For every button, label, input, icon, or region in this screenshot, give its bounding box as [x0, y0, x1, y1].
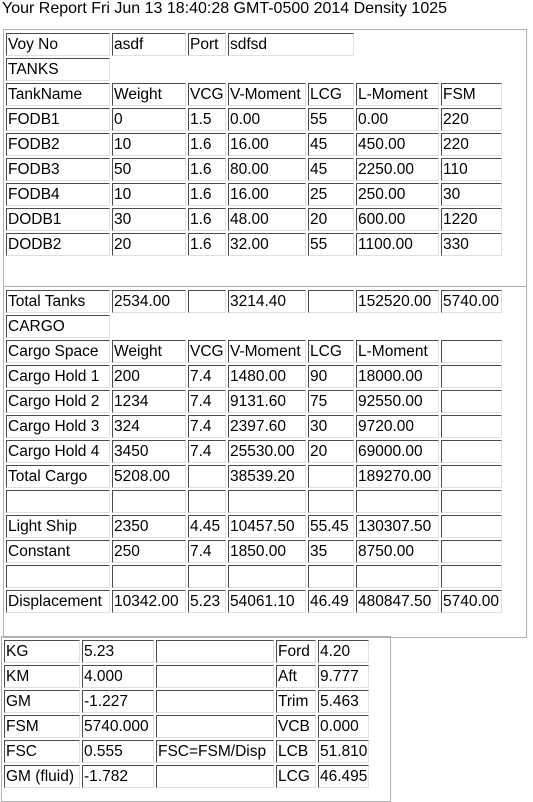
tanks-header-row-cell: Weight	[112, 83, 186, 106]
stability-row-cell: FSC=FSM/Disp	[156, 740, 274, 763]
tank-row-cell: 55	[308, 233, 354, 256]
tank-row-cell: 1100.00	[356, 233, 439, 256]
blank-row	[6, 490, 502, 513]
total-cargo-row-cell	[441, 465, 502, 488]
tank-row-cell: FODB3	[6, 158, 110, 181]
cargo-row-cell: Cargo Hold 1	[6, 365, 110, 388]
stability-row-cell	[156, 765, 274, 788]
empty-cell	[112, 315, 502, 338]
total-cargo-row-cell: 38539.20	[228, 465, 306, 488]
empty-cell	[308, 490, 354, 513]
cargo-header-row-cell: Cargo Space	[6, 340, 110, 363]
displacement-row-cell: 480847.50	[356, 590, 439, 613]
cargo-row-cell: 9131.60	[228, 390, 306, 413]
stability-row-cell	[156, 715, 274, 738]
empty-cell	[112, 58, 502, 81]
voy-value: asdf	[112, 33, 186, 56]
cargo-row-cell: 324	[112, 415, 186, 438]
tank-row	[6, 158, 502, 181]
tank-row-cell: FODB1	[6, 108, 110, 131]
cargo-row-cell: 92550.00	[356, 390, 439, 413]
stability-row-cell: FSC	[4, 740, 80, 763]
constant-row-cell: 1850.00	[228, 540, 306, 563]
cargo-header-row	[6, 340, 502, 363]
cargo-row-cell	[441, 415, 502, 438]
tank-row-cell: DODB1	[6, 208, 110, 231]
total-cargo-row	[6, 465, 502, 488]
cargo-row-cell	[441, 440, 502, 463]
empty-cell	[356, 565, 439, 588]
cargo-row-cell: 7.4	[188, 365, 226, 388]
empty-cell	[308, 565, 354, 588]
tank-row-cell: 110	[441, 158, 502, 181]
tank-row-cell: 250.00	[356, 183, 439, 206]
stability-row-cell: GM (fluid)	[4, 765, 80, 788]
empty-cell	[441, 490, 502, 513]
tank-row-cell: 330	[441, 233, 502, 256]
empty-cell	[356, 33, 439, 56]
stability-row-cell: FSM	[4, 715, 80, 738]
total-tanks-row-cell: 2534.00	[112, 290, 186, 313]
constant-row-cell	[441, 540, 502, 563]
empty-cell	[228, 565, 306, 588]
stability-row-cell: VCB	[276, 715, 316, 738]
light-ship-row-cell: 10457.50	[228, 515, 306, 538]
cargo-row-cell	[441, 390, 502, 413]
stability-row-cell	[156, 665, 274, 688]
stability-row-cell: LCB	[276, 740, 316, 763]
tank-row-cell: 10	[112, 133, 186, 156]
empty-cell	[112, 490, 186, 513]
total-cargo-row-cell	[308, 465, 354, 488]
tanks-section-row	[6, 58, 502, 81]
total-tanks-row-cell	[308, 290, 354, 313]
empty-cell	[188, 490, 226, 513]
tank-row-cell: 30	[441, 183, 502, 206]
tank-row-cell: DODB2	[6, 233, 110, 256]
tanks-header-row-cell: VCG	[188, 83, 226, 106]
port-label: Port	[188, 33, 226, 56]
total-tanks-row-cell: 152520.00	[356, 290, 439, 313]
cargo-row-cell: 200	[112, 365, 186, 388]
light-ship-row-cell	[441, 515, 502, 538]
tanks-section-label: TANKS	[6, 58, 110, 81]
total-tanks-row-cell: Total Tanks	[6, 290, 110, 313]
tank-row-cell: 30	[112, 208, 186, 231]
total-tanks-row-cell	[188, 290, 226, 313]
tank-row	[6, 233, 502, 256]
cargo-row-cell: 7.4	[188, 390, 226, 413]
light-ship-row-cell: Light Ship	[6, 515, 110, 538]
cargo-row	[6, 440, 502, 463]
total-cargo-row-cell	[188, 465, 226, 488]
total-tanks-row-cell: 5740.00	[441, 290, 502, 313]
displacement-row-cell: 54061.10	[228, 590, 306, 613]
stability-row-cell: Ford	[276, 640, 316, 663]
cargo-row-cell: 75	[308, 390, 354, 413]
empty-cell	[441, 565, 502, 588]
cargo-row-cell: 20	[308, 440, 354, 463]
cargo-row-cell: 18000.00	[356, 365, 439, 388]
constant-row	[6, 540, 502, 563]
tank-row-cell: 0	[112, 108, 186, 131]
stability-row-cell: 51.810	[318, 740, 369, 763]
cargo-row-cell: 25530.00	[228, 440, 306, 463]
voyage-row	[6, 33, 502, 56]
cargo-row-cell: 30	[308, 415, 354, 438]
stability-row-cell: Aft	[276, 665, 316, 688]
tank-row-cell: 48.00	[228, 208, 306, 231]
tank-row-cell: 1.6	[188, 133, 226, 156]
tanks-table	[4, 31, 504, 258]
cargo-header-row-cell	[441, 340, 502, 363]
tank-row-cell: 0.00	[228, 108, 306, 131]
total-tanks-row	[6, 290, 502, 313]
total-cargo-row-cell: Total Cargo	[6, 465, 110, 488]
light-ship-row-cell: 55.45	[308, 515, 354, 538]
stability-row-cell: 5740.000	[82, 715, 154, 738]
stability-row-cell	[156, 690, 274, 713]
stability-row-cell: -1.227	[82, 690, 154, 713]
stability-row-cell: KM	[4, 665, 80, 688]
tank-row-cell: 1.6	[188, 158, 226, 181]
total-cargo-row-cell: 189270.00	[356, 465, 439, 488]
cargo-section-row	[6, 315, 502, 338]
empty-cell	[441, 33, 502, 56]
tank-row-cell: 80.00	[228, 158, 306, 181]
cargo-row	[6, 365, 502, 388]
constant-row-cell: 7.4	[188, 540, 226, 563]
empty-cell	[6, 490, 110, 513]
stability-row-cell: 5.23	[82, 640, 154, 663]
displacement-row-cell: 46.49	[308, 590, 354, 613]
cargo-row-cell: 1234	[112, 390, 186, 413]
cargo-header-row-cell: VCG	[188, 340, 226, 363]
constant-row-cell: 250	[112, 540, 186, 563]
stability-row-cell	[156, 640, 274, 663]
voy-label: Voy No	[6, 33, 110, 56]
tank-row-cell: 10	[112, 183, 186, 206]
tank-row-cell: 1220	[441, 208, 502, 231]
stability-row	[4, 715, 369, 738]
displacement-row-cell: 5740.00	[441, 590, 502, 613]
displacement-row-cell: 5.23	[188, 590, 226, 613]
tank-row-cell: 1.6	[188, 208, 226, 231]
constant-row-cell: 8750.00	[356, 540, 439, 563]
tank-row-cell: 2250.00	[356, 158, 439, 181]
empty-cell	[6, 565, 110, 588]
tank-row-cell: 450.00	[356, 133, 439, 156]
tank-row	[6, 108, 502, 131]
tank-row-cell: 55	[308, 108, 354, 131]
cargo-header-row-cell: LCG	[308, 340, 354, 363]
stability-row-cell: 4.20	[318, 640, 369, 663]
stability-row-cell: 0.000	[318, 715, 369, 738]
cargo-row	[6, 415, 502, 438]
stability-row-cell: 9.777	[318, 665, 369, 688]
cargo-row-cell	[441, 365, 502, 388]
light-ship-row-cell: 2350	[112, 515, 186, 538]
stability-row-cell: Trim	[276, 690, 316, 713]
tank-row-cell: FODB2	[6, 133, 110, 156]
cargo-row-cell: 2397.60	[228, 415, 306, 438]
stability-row-cell: KG	[4, 640, 80, 663]
tank-row-cell: 16.00	[228, 133, 306, 156]
displacement-row	[6, 590, 502, 613]
tank-row-cell: 50	[112, 158, 186, 181]
cargo-row-cell: 3450	[112, 440, 186, 463]
light-ship-row	[6, 515, 502, 538]
empty-cell	[356, 490, 439, 513]
tank-row-cell: 0.00	[356, 108, 439, 131]
report-header: Your Report Fri Jun 13 18:40:28 GMT-0500 2014 Density 1025	[2, 0, 448, 17]
port-value: sdfsd	[228, 33, 354, 56]
stability-row	[4, 665, 369, 688]
empty-cell	[112, 565, 186, 588]
tank-row-cell: 32.00	[228, 233, 306, 256]
tank-row	[6, 183, 502, 206]
stability-row-cell: 0.555	[82, 740, 154, 763]
tank-row-cell: 20	[308, 208, 354, 231]
tank-row-cell: 220	[441, 108, 502, 131]
cargo-row	[6, 390, 502, 413]
displacement-row-cell: Displacement	[6, 590, 110, 613]
cargo-header-row-cell: V-Moment	[228, 340, 306, 363]
stability-row	[4, 740, 369, 763]
cargo-row-cell: 90	[308, 365, 354, 388]
stability-table	[2, 638, 371, 790]
tank-row-cell: 1.6	[188, 233, 226, 256]
stability-row-cell: LCG	[276, 765, 316, 788]
tank-row-cell: 16.00	[228, 183, 306, 206]
cargo-row-cell: 1480.00	[228, 365, 306, 388]
light-ship-row-cell: 4.45	[188, 515, 226, 538]
stability-row	[4, 690, 369, 713]
tank-row-cell: 45	[308, 133, 354, 156]
stability-row-cell: 46.495	[318, 765, 369, 788]
cargo-row-cell: 7.4	[188, 415, 226, 438]
blank-row	[6, 565, 502, 588]
tank-row	[6, 208, 502, 231]
cargo-row-cell: 9720.00	[356, 415, 439, 438]
stability-row-cell: GM	[4, 690, 80, 713]
tank-row	[6, 133, 502, 156]
tanks-header-row-cell: L-Moment	[356, 83, 439, 106]
tank-row-cell: FODB4	[6, 183, 110, 206]
stability-row-cell: 4.000	[82, 665, 154, 688]
cargo-row-cell: Cargo Hold 4	[6, 440, 110, 463]
tank-row-cell: 25	[308, 183, 354, 206]
stability-row	[4, 765, 369, 788]
cargo-row-cell: Cargo Hold 2	[6, 390, 110, 413]
cargo-row-cell: 69000.00	[356, 440, 439, 463]
cargo-section-label: CARGO	[6, 315, 110, 338]
cargo-row-cell: Cargo Hold 3	[6, 415, 110, 438]
constant-row-cell: 35	[308, 540, 354, 563]
tanks-header-row-cell: TankName	[6, 83, 110, 106]
light-ship-row-cell: 130307.50	[356, 515, 439, 538]
empty-cell	[188, 565, 226, 588]
tank-row-cell: 600.00	[356, 208, 439, 231]
stability-row-cell: -1.782	[82, 765, 154, 788]
cargo-row-cell: 7.4	[188, 440, 226, 463]
stability-row	[4, 640, 369, 663]
displacement-row-cell: 10342.00	[112, 590, 186, 613]
tank-row-cell: 1.5	[188, 108, 226, 131]
tanks-header-row-cell: V-Moment	[228, 83, 306, 106]
total-tanks-row-cell: 3214.40	[228, 290, 306, 313]
constant-row-cell: Constant	[6, 540, 110, 563]
tank-row-cell: 220	[441, 133, 502, 156]
stability-row-cell: 5.463	[318, 690, 369, 713]
total-cargo-row-cell: 5208.00	[112, 465, 186, 488]
tank-row-cell: 20	[112, 233, 186, 256]
tanks-header-row-cell: LCG	[308, 83, 354, 106]
tanks-header-row	[6, 83, 502, 106]
cargo-header-row-cell: L-Moment	[356, 340, 439, 363]
cargo-header-row-cell: Weight	[112, 340, 186, 363]
empty-cell	[228, 490, 306, 513]
tanks-header-row-cell: FSM	[441, 83, 502, 106]
tank-row-cell: 45	[308, 158, 354, 181]
cargo-table	[4, 288, 504, 615]
tank-row-cell: 1.6	[188, 183, 226, 206]
